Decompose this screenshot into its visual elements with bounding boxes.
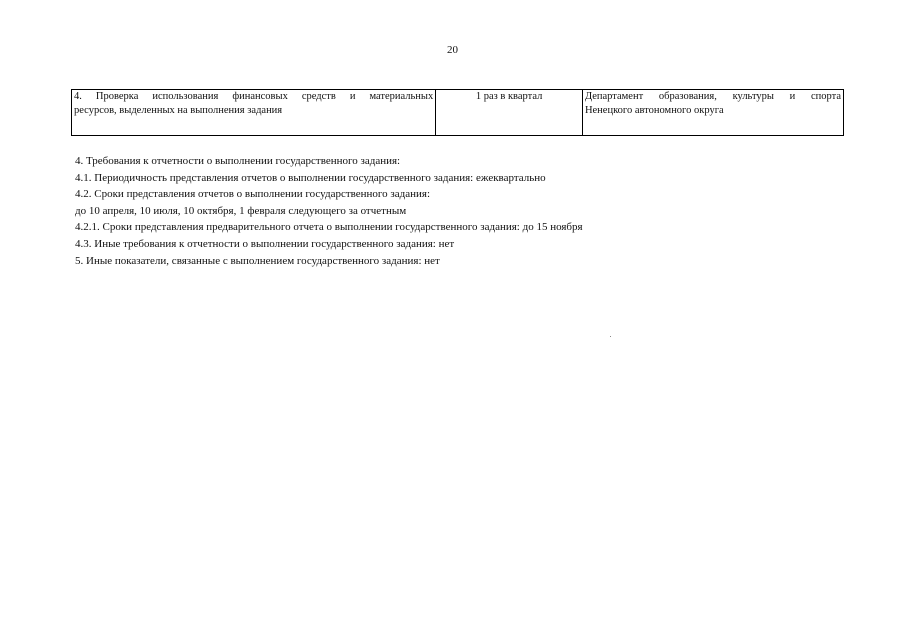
control-authority-line: Департамент образования, культуры и спорта — [584, 91, 841, 102]
control-authority-line: Ненецкого автономного округа — [584, 105, 724, 116]
requirement-line: 4.1. Периодичность представления отчетов о выполнении государственного задания: ежеквартально — [75, 171, 546, 184]
control-measures-table — [71, 89, 844, 136]
control-measure-cell — [72, 90, 436, 136]
scan-artifact — [610, 336, 611, 337]
requirement-line: 4. Требования к отчетности о выполнении государственного задания: — [75, 155, 401, 167]
control-measure-line: 4. Проверка использования финансовых средств и материальных — [74, 91, 434, 102]
control-authority-cell — [582, 90, 843, 136]
requirement-line: 4.2.1. Сроки представления предварительного отчета о выполнении государственного задания: до 15 ноября — [75, 221, 583, 234]
requirement-line: до 10 апреля, 10 июля, 10 октября, 1 февраля следующего за отчетным — [75, 204, 407, 217]
reporting-requirements — [75, 153, 845, 269]
requirement-line: 4.2. Сроки представления отчетов о выполнении государственного задания: — [75, 188, 431, 201]
control-frequency-cell: 1 раз в квартал — [436, 90, 583, 136]
requirement-line: 5. Иные показатели, связанные с выполнением государственного задания: нет — [75, 254, 440, 267]
requirement-line: 4.3. Иные требования к отчетности о выполнении государственного задания: нет — [75, 237, 455, 250]
table-row — [72, 90, 844, 136]
page-number: 20 — [447, 44, 458, 56]
control-measure-line: ресурсов, выделенных на выполнения задания — [74, 105, 283, 116]
